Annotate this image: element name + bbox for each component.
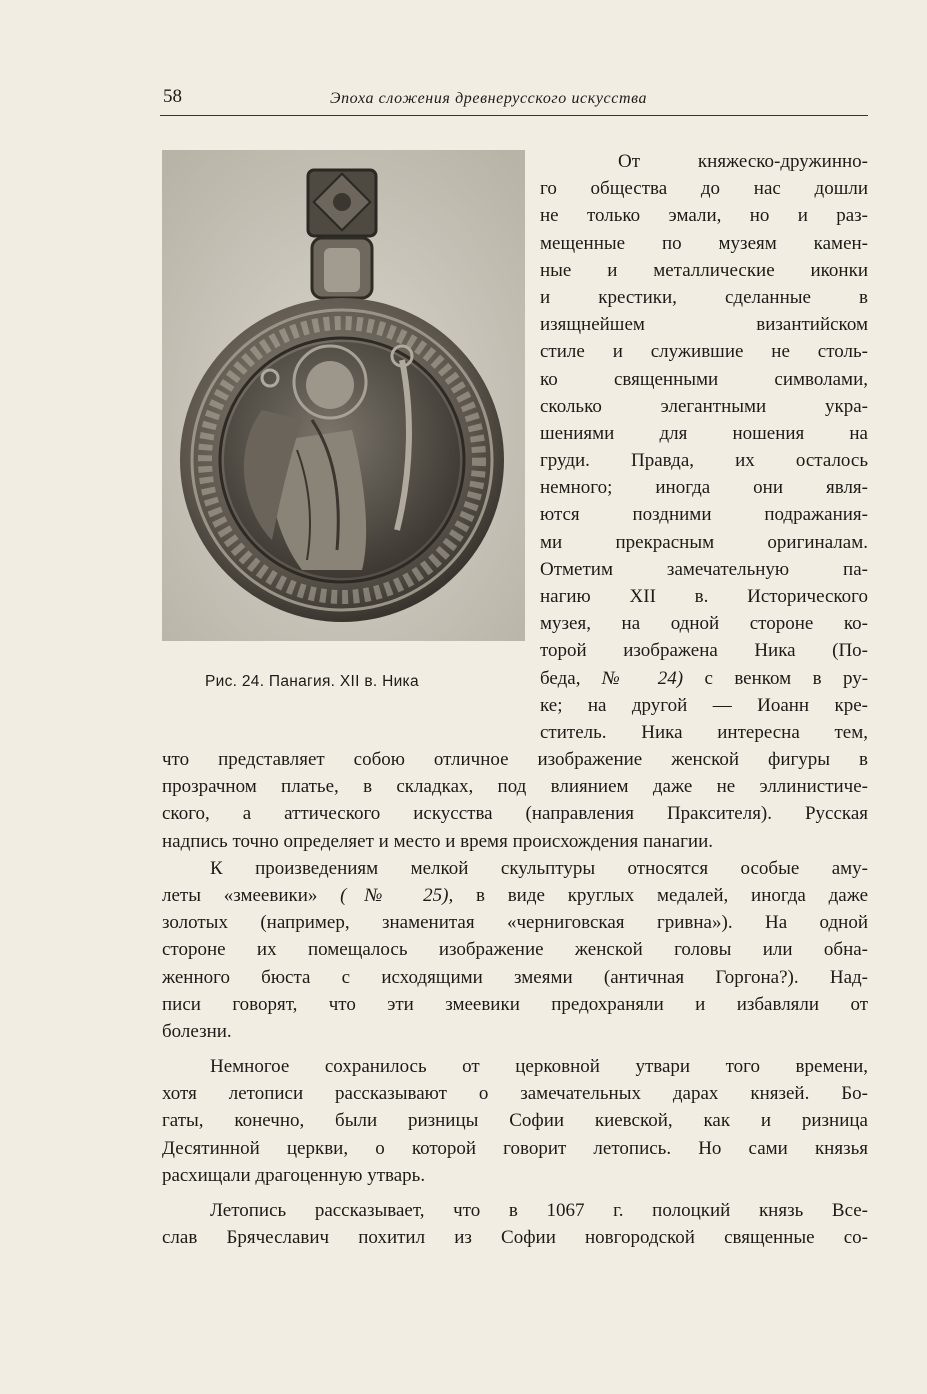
text-line: От княжеско-дружинно- bbox=[618, 151, 868, 172]
text-line: хотя летописи рассказывают о замечательных дарах князей. Бо- bbox=[162, 1083, 868, 1105]
figure-caption: Рис. 24. Панагия. XII в. Ника bbox=[205, 673, 419, 690]
text-line: торой изображена Ника (По- bbox=[540, 640, 868, 662]
text-line: надпись точно определяет и место и время происхождения панагии. bbox=[162, 830, 714, 852]
text-line: шениями для ношения на bbox=[540, 422, 868, 444]
text-line: ститель. Ника интересна тем, bbox=[540, 721, 868, 743]
text-line: золотых (например, знаменитая «черниговская гривна»). На одной bbox=[162, 912, 868, 934]
text-line: К произведениям мелкой скульптуры относятся особые аму- bbox=[210, 857, 868, 879]
text-line: Летопись рассказывает, что в 1067 г. полоцкий князь Все- bbox=[210, 1200, 868, 1221]
text-line: стороне их помещалось изображение женской головы или обна- bbox=[162, 939, 868, 961]
figure-panagia-photo bbox=[162, 150, 525, 641]
text-line: прозрачном платье, в складках, под влиянием даже не эллинистиче- bbox=[162, 776, 868, 798]
text-line: не только эмали, но и раз- bbox=[540, 205, 868, 227]
text-line: груди. Правда, их осталось bbox=[540, 450, 868, 472]
paragraph-gap bbox=[162, 1045, 868, 1053]
text-line: ные и металлические иконки bbox=[540, 259, 868, 281]
text-line: стиле и служившие не столь- bbox=[540, 341, 868, 363]
text-line: ми прекрасным оригиналам. bbox=[540, 531, 868, 553]
paragraph-gap bbox=[162, 1189, 868, 1197]
text-line: расхищали драгоценную утварь. bbox=[162, 1164, 426, 1186]
text-line: писи говорят, что эти змеевики предохраняли и избавляли от bbox=[162, 993, 868, 1015]
text-line: немного; иногда они явля- bbox=[540, 477, 868, 499]
text-line: Десятинной церкви, о которой говорит летопись. Но сами князья bbox=[162, 1137, 868, 1159]
text-fragment: в виде круглых медалей, иногда даже bbox=[475, 884, 868, 906]
figure-reference: № 24) bbox=[601, 667, 684, 689]
text-line: болезни. bbox=[162, 1020, 232, 1042]
text-line: мещенные по музеям камен- bbox=[540, 232, 868, 254]
text-line: ского, а аттического искусства (направления Праксителя). Русская bbox=[162, 803, 868, 825]
text-line: Отметим замечательную па- bbox=[540, 558, 868, 580]
full-width-text bbox=[162, 746, 868, 1251]
text-line: Немногое сохранилось от церковной утвари того времени, bbox=[210, 1056, 868, 1078]
text-line: ются поздними подражания- bbox=[540, 504, 868, 526]
panagia-medallion-image bbox=[162, 150, 525, 641]
text-line bbox=[540, 665, 868, 692]
text-line: слав Брячеславич похитил из Софии новгородской священные со- bbox=[162, 1227, 868, 1249]
text-line: гаты, конечно, были ризницы Софии киевской, как и ризница bbox=[162, 1110, 868, 1132]
text-line: музея, на одной стороне ко- bbox=[540, 613, 868, 635]
text-line: и крестики, сделанные в bbox=[540, 286, 868, 308]
text-line: нагию XII в. Исторического bbox=[540, 586, 868, 607]
right-column-text bbox=[540, 148, 868, 746]
page-number: 58 bbox=[163, 86, 182, 107]
running-title: Эпоха сложения древнерусского искусства bbox=[330, 90, 648, 107]
text-fragment: с венком в ру- bbox=[704, 667, 869, 689]
text-fragment: беда, bbox=[540, 667, 581, 689]
text-line: го общества до нас дошли bbox=[540, 178, 868, 200]
text-line: что представляет собою отличное изображение женской фигуры в bbox=[162, 749, 868, 770]
text-line: сколько элегантными укра- bbox=[540, 395, 868, 417]
text-line bbox=[162, 882, 868, 909]
text-line: ко священными символами, bbox=[540, 368, 868, 390]
figure-reference: (№ 25), bbox=[340, 884, 454, 906]
text-line: женного бюста с исходящими змеями (античная Горгона?). Над- bbox=[162, 966, 868, 988]
header-rule bbox=[160, 115, 868, 116]
text-line: изящнейшем византийском bbox=[540, 314, 868, 336]
text-fragment: леты «змеевики» bbox=[162, 884, 318, 906]
text-line: ке; на другой — Иоанн кре- bbox=[540, 694, 868, 716]
